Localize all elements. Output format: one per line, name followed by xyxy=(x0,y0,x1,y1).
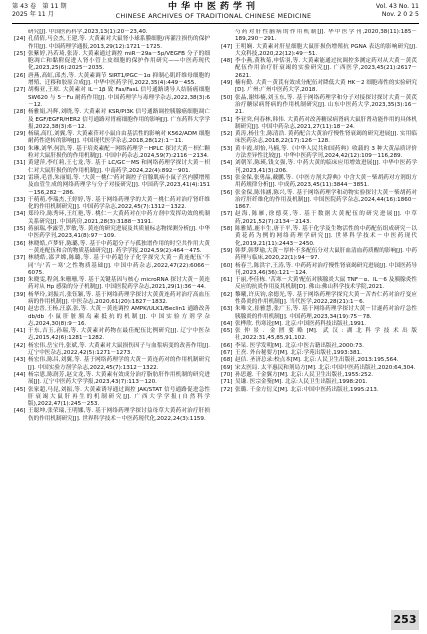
reference-text: 胡梅亚,王琼. 大黄素对 IL－1β 致 Fas/FasL 信号通路诱导人结肠癌细胞 SW620 与 5－Fu 耐药作用[J]. 中国药理学与毒理学杂志,2022,38(3):6－12. xyxy=(28,87,210,108)
reference-number: [45] xyxy=(14,386,26,393)
reference-text: 张金保,陈伟涵,陈兴,等. 基于网络药理学和动物实验探讨大黄－柴胡药对治疗肝纤维化的作用及机制[J]. 中国医院药学杂志,2024,44(16):1860－1867. xyxy=(235,189,417,211)
reference-text: 黄建萍,李红莉,王七龙,等. 基于 LC/GC－MS 和网络药理学探讨大黄－枳仁对大鼠肝损伤的作用机制[J]. 中南药学,2024,22(4):892－901. xyxy=(28,160,210,174)
reference-entry xyxy=(14,175,210,197)
reference-number: [53] xyxy=(221,145,233,152)
reference-number: [39] xyxy=(14,291,26,298)
journal-title-cn: 中华中医药学刊 xyxy=(167,2,259,12)
reference-number: [43] xyxy=(14,357,26,364)
reference-number: [26] xyxy=(14,72,26,79)
reference-text: 陈雅婧,鹿丰生,唐于平,等. 基于化学及生物活性的中药配伍组成研究－以黄花药为例的网络药理学研究[J]. 世界科学技术－中医药现代化,2019,21(11):2443－2450. xyxy=(235,226,417,247)
reference-number: [58] xyxy=(221,226,233,233)
reference-text: 杨瑞,高红,刘翼,等. 大黄素苷对小鼠自由基活性的影响对 K562/ADM 细胞耐药性逆转的影响[J]. 中国现代医学杂志,2018,28(12):1－11. xyxy=(28,131,210,145)
reference-number: [33] xyxy=(14,196,26,203)
reference-entry xyxy=(14,306,210,328)
reference-text: 李小燕,黄秋菊,申恬羽,等. 大黄素能通过抗调控多测定药对从大黄－黄芪配伍作用治疗肝衰竭的实验研究[J]. 广西医学,2023,45(21):2617－2621. xyxy=(235,58,417,79)
reference-number: [29] xyxy=(14,131,26,138)
reference-text: 林晓皓,邵尹嫦,陈璐,等. 基于中药超分子化学探究大黄－黄连配伍'不同'与'苦－寒'之性物质基础[J]. 中国中药杂志,2022,47(22):6066－6075. xyxy=(28,255,210,276)
reference-entry xyxy=(221,365,417,372)
reference-number: [24] xyxy=(14,36,26,43)
reference-entry xyxy=(221,263,417,278)
reference-entry xyxy=(221,211,417,226)
references-right-column xyxy=(221,29,417,625)
reference-entry xyxy=(221,379,417,386)
reference-entry xyxy=(221,248,417,263)
reference-text: 吴谦. 医宗金鉴[M]. 北京:人民卫生出版社,1998:201. xyxy=(235,379,368,386)
reference-text: 张璐. 千金方衍义[M]. 北京:中国中医药出版社,1995:213. xyxy=(235,386,379,393)
reference-number: [62] xyxy=(221,291,233,298)
reference-text: 杨春兰,陈洪宇,王涛,等. 中药药对治疗慢性肾衰竭研究进展[J]. 中国医药导刊,2023,46(36):121－124. xyxy=(235,262,417,276)
reference-entry xyxy=(14,226,210,241)
reference-entry xyxy=(14,197,210,212)
reference-number: [56] xyxy=(221,189,233,196)
reference-entry xyxy=(14,357,210,372)
reference-number: [50] xyxy=(221,94,233,101)
reference-entry xyxy=(14,328,210,343)
reference-text: 王明娴. 大黄素对肝星细胞大鼠肝损伤增殖抗 PGNA 表达的影响研究[J]. 大众科技,2020,22(12):49－51. xyxy=(235,43,417,57)
reference-number: [48] xyxy=(221,58,233,65)
header-rule xyxy=(12,23,419,24)
reference-number: [63] xyxy=(221,306,233,313)
reference-number: [54] xyxy=(221,160,233,167)
reference-number: [71] xyxy=(221,379,233,386)
reference-number: [46] xyxy=(14,408,26,415)
reference-entry xyxy=(221,29,417,44)
reference-entry xyxy=(14,372,210,387)
reference-text: 杨宏伟,岳宝丹,张斌,等. 大黄素对大鼠损伤因子与血浆病变的改善作用[J]. 辽宁中医杂志,2022,42(5):1271－1273. xyxy=(28,342,210,357)
reference-text: 黄涛,杨仕生,陈清浩. 黄药配合大黄治疗慢性肾衰竭的研究进展[J]. 实用临床医药杂志,2018,22(17):126－128. xyxy=(235,131,417,145)
reference-number: [72] xyxy=(221,386,233,393)
journal-title xyxy=(0,2,427,20)
reference-text: 李亚突,何春林,韩伟. 大黄药对改善糖尿病肾病大鼠肝肾功能作用的具体机制研究[J]. 中国中药杂志,2021,27(11):18－24. xyxy=(235,116,417,130)
reference-text: 杨华玲,刘振兴,张钰颖,等. 基于网络药理学探讨大黄黄连药对治疗高血压病的作用机制[J]. 中医杂志,2020,61(20):1827－1832. xyxy=(28,291,210,305)
reference-entry xyxy=(221,306,417,321)
reference-text: 韩梦,韩梦瑜,大黄－厚朴不多配伍分对大鼠肝血清血药质醒的影响[J]. 中药药理与临床,2020,22(1):94－97. xyxy=(235,247,417,262)
reference-entry xyxy=(14,131,210,146)
journal-title-en: CHINESE ARCHIVES OF TRADITIONAL CHINESE MEDICINE xyxy=(115,12,312,20)
reference-entry xyxy=(14,160,210,175)
reference-number: [31] xyxy=(14,160,26,167)
reference-text: 研究[J]. 中国医药科学,2023,13(1):20－23,40. xyxy=(28,29,148,35)
reference-entry xyxy=(14,146,210,161)
reference-number: [28] xyxy=(14,109,26,116)
reference-text: 孔倩倩,马会杰,王建,等. 大黄素对大鼠肾小球系膜细胞/再灌注损伤的保护作用[J]. 中国药理学通报,2013,29(12):1721－1725. xyxy=(28,36,210,50)
issue-date-en: Nov. 2 0 2 5 xyxy=(381,11,419,18)
reference-number: [66] xyxy=(221,342,233,349)
reference-number: [60] xyxy=(221,262,233,269)
reference-number: [67] xyxy=(221,350,233,357)
reference-text: 芍药对肝性脑病的作用机制[J]. 华中医学刊,2020,38(11):185－189,290－291. xyxy=(235,29,417,43)
reference-entry xyxy=(221,357,417,364)
volume-issue: 第 43 卷 第 11 期 xyxy=(12,3,67,10)
reference-number: [40] xyxy=(14,306,26,313)
reference-text: 唐燕,高虹,邱杰,等. 大黄素调节 SIRT1/PGC－1α 抑制心肌纤维母细胞的增殖、迁移和胶原合成[J]. 中华中医药学刊,2022,35(4):449－455. xyxy=(28,72,210,87)
reference-entry xyxy=(14,387,210,409)
reference-number: [52] xyxy=(221,131,233,138)
reference-number: [30] xyxy=(14,145,26,152)
reference-text: 张晶,谢炜楠,刘玉东,等. 基于网络药理学和分子对接探讨探讨大黄－黄芪治疗糖尿病肾病的作用机制研究[J]. 山东中医药大学,2023,35(3):16－21. xyxy=(235,94,417,116)
reference-text: 蒋丽瑞,李露莹,罗敏,等. 黄连的研究进展及其质量标志物探测分析[J]. 中华中医药学刊,2023,41(8):97－109. xyxy=(28,226,210,240)
reference-entry xyxy=(14,255,210,277)
reference-entry xyxy=(221,117,417,132)
reference-number: [55] xyxy=(221,174,233,181)
reference-text: 赵佶. 圣济总录:校点本[M]. 北京:人民卫生出版社,2013:195,564. xyxy=(235,357,399,364)
reference-entry xyxy=(221,80,417,95)
reference-text: 黎曦,许庆钧,余德光,等. 基于网络药理学探究大黄－苦杏仁药对治疗变应性鼻炎的作用机制[J]. 当代医学,2022,28(21):1－6. xyxy=(235,291,417,305)
reference-number: [51] xyxy=(221,116,233,123)
reference-entry xyxy=(14,87,210,109)
reference-entry xyxy=(14,292,210,307)
reference-text: 宋太医局. 太平惠民和剂局方[M]. 北京:中国中医药出版社,2020:64,304. xyxy=(235,364,416,371)
reference-text: 于东,吉玉,孙瑞,等. 大黄素对药物在最佳配伍比例研究[J]. 辽宁中医杂志,2015,42(6):1281－1282. xyxy=(28,328,210,342)
reference-text: 林晓皓,卢梦轩,陈璐,等. 基于中药超分子与孤独谱作用的时空共作用大黄－黄连配伍和合的物质基础研究[J]. 药学学报,2024,59(2):464－475. xyxy=(28,240,210,254)
reference-entry xyxy=(221,175,417,190)
reference-text: 黄丰霞,胡怡,马楠,等.《中华人民共和国药典》收载的 3 种大黄品质评价方法差异性比较[J]. 中华中医药学刊,2024,42(12):109－116,289. xyxy=(235,145,417,160)
reference-entry xyxy=(14,109,210,131)
reference-number: [41] xyxy=(14,328,26,335)
reference-entry xyxy=(221,277,417,292)
reference-number: [36] xyxy=(14,240,26,247)
reference-entry xyxy=(221,292,417,307)
reference-entry xyxy=(14,408,210,423)
reference-number: [35] xyxy=(14,226,26,233)
reference-text: 孙思邈. 千金翼方[M]. 北京:人民卫生出版社,1955:252. xyxy=(235,371,374,378)
reference-entry xyxy=(221,343,417,350)
reference-entry xyxy=(221,328,417,343)
reference-number: [42] xyxy=(14,342,26,349)
reference-entry xyxy=(14,51,210,73)
reference-entry xyxy=(221,226,417,248)
reference-text: 杨雅娟,冯辉,刘晓,等. 大黄素对 KSR/PI3K 信号通路调控胰腺癌细胞凋亡及 EGF/EGFR/HER2 信号通路对胃癌细胞作用的影响[J]. 广东药科大学学报,2022,38(3):6－12. xyxy=(28,109,210,130)
reference-text: 赵忠晋,王杨,汪嘉,张,等. 大黄－黄连调控 AMPK/ULK1/Beclin1 通路改善 db/db 小鼠肝脏胰岛素抵抗的机制[J]. 中国实验方剂学杂志,2024,30(8):9－16. xyxy=(28,306,210,327)
reference-number: [70] xyxy=(221,371,233,378)
reference-entry xyxy=(221,58,417,80)
reference-entry xyxy=(221,160,417,175)
reference-number: [25] xyxy=(14,50,26,57)
reference-number: [61] xyxy=(221,277,233,284)
reference-text: 赵海,陈雁,徐德莫,等. 基于数据大黄配伍的研究进展[J]. 中草药,2021,52(7):2134－2143. xyxy=(235,211,417,225)
reference-text: 王焘. 外台秘要方[M]. 北京:学苑出版社,1993:381. xyxy=(235,350,362,357)
reference-number: [68] xyxy=(221,357,233,364)
reference-text: 张桦欣. 伤寒论[M]. 北京:中国医药科技出版社,1991. xyxy=(235,320,367,327)
reference-number: [38] xyxy=(14,277,26,284)
reference-text: 朱晓雯,程剑,朱珊珊,等. 基于关键基因与核心 microRNA 探讨大黄－黄连药对从 Hp 感染的分子机制[J]. 中国医院药学杂志,2021,29(1):36－44. xyxy=(28,277,210,291)
reference-entry xyxy=(14,73,210,88)
reference-number: [32] xyxy=(14,174,26,181)
reference-text: 杨宗恩,陈润芳,赵文龙,等. 大黄素有效成分治疗脂肪肝作用机制的研究进展[J]. 辽宁中医药大学学报,2023,43(7):113－120. xyxy=(28,371,210,386)
page-header xyxy=(0,0,427,26)
reference-number: [44] xyxy=(14,371,26,378)
reference-number: [64] xyxy=(221,320,233,327)
reference-entry xyxy=(221,387,417,394)
reference-text: 李杲. 医学发明[M]. 北京:中医古籍出版社,2000:73. xyxy=(235,342,364,349)
references-left-column xyxy=(14,29,210,625)
reference-entry xyxy=(14,277,210,292)
volume-issue-en: Vol. 43 No. 11 xyxy=(375,3,419,10)
reference-text: 刘朝军,陈瑛,钱文强,等. 中药大黄的临床应用增效进展[J]. 中华中医药学刊,2023,41(3):206. xyxy=(235,160,417,174)
reference-number: [69] xyxy=(221,364,233,371)
reference-text: 雷瑛,毛晋,朱丽娟,等. '大黄－桃仁'药对调控子宫腺肌病小鼠子宫内膜增殖及血管生成的网络药理学与分子对接研究[J]. 中国药学,2023,41(4):151－156,282－286. xyxy=(28,174,210,196)
reference-number: [37] xyxy=(14,255,26,262)
reference-number: [59] xyxy=(221,247,233,254)
reference-number: [57] xyxy=(221,211,233,218)
reference-text: 朱唯文,崔雅慧,张广玉,等. 基于网络药理学探讨大黄－甘遂药对治疗急性胰腺炎的作用机制[J]. 中国药理,2023,34(19):75－78. xyxy=(235,306,417,320)
reference-text: 郑玲玲,陈秀环,王红艳,等. 桃仁－大黄药对在中药方剂中发挥功效的机制关系研究[J]. 中国药房,2021,28(3):3188－3191. xyxy=(28,211,210,225)
reference-number: [27] xyxy=(14,87,26,94)
issue-info-en xyxy=(376,3,419,19)
reference-text: 朱琳,刘华,何浩,等. 基于培炎素配－网络药理学－HPLC 探讨大黄－枳仁颗粒对大鼠肝损伤的作用机制[J]. 中国中药杂志,2024,59(7):2116－2134. xyxy=(28,145,210,160)
reference-text: 于丽,李佳栋. '苦寒－大黄'配伍对胰腺炎大鼠 TNF－α、IL－6 及胰腺炎性反应的抗炎作用及其机制[D]. 佛山:佛山科学技术学院,2021. xyxy=(235,277,417,291)
reference-entry xyxy=(221,95,417,117)
reference-number: [47] xyxy=(221,43,233,50)
reference-entry xyxy=(221,131,417,146)
reference-text: 楠有勤. 大黄－黄芪有效成分配伍对降低大黄 HK－2 细胞毒性的实验研究[D]. 广州:广州中医药大学,2018. xyxy=(235,80,417,94)
reference-entry xyxy=(221,146,417,161)
reference-number: [49] xyxy=(221,80,233,87)
page-number: 253 xyxy=(391,610,419,630)
reference-entry xyxy=(14,343,210,358)
reference-text: 张金保,张勇晶,戴鹏,等.《中医方剂大辞典》中含大黄－柴胡药对方剂组方用药规律分析[J]. 中成药,2023,45(11):3844－3851. xyxy=(235,174,417,189)
reference-entry xyxy=(221,44,417,59)
reference-entry xyxy=(14,241,210,256)
issue-date: 2025 年 11 月 xyxy=(12,11,54,18)
reference-text: 张仲景. 金匮要略[M]. 武汉:湖北科学技术出版社,2022:31,45,85,91,102. xyxy=(235,328,417,342)
reference-text: 于萌萌,李瑞杰,王婷婷,等. 基于网络药理学的大黄－桃仁药对治疗肾纤维化的作用机制研究[J]. 中国药学杂志,2022,45(7):1312－1322. xyxy=(28,196,210,211)
reference-text: 张家超,马昆,刘振,等. 大黄素诱导通过调控 JAK/STAT 信号通路促进急性肝衰竭大鼠肝再生的机制研究[J]. 广西大学学报(自然科学版),2022,47(1):245－253. xyxy=(28,386,210,408)
reference-entry xyxy=(221,190,417,212)
reference-number: [34] xyxy=(14,211,26,218)
reference-text: 王聪坤,张荣瑞,王明娜,等. 基于网络药理学探讨益母草大黄药对治疗肝损伤的作用机制研究[J]. 世界科学技术－中医药现代化,2022,24(3):1159. xyxy=(28,408,210,422)
reference-entry xyxy=(14,36,210,51)
reference-text: 杨宏伟,陈昌,刘翼,等. 基于网络药理学的大黄－黄连药对的作用机制研究[J]. 中国实验方剂学杂志,2022,45(7):1312－1322. xyxy=(28,357,210,371)
reference-text: 张紫婷,冯若琦,张涛. 大黄素通过调控 miR－29a－5p/VEGFB 分子的细胞凋亡和黏附促进人肾小管上皮细胞的保护作用研究——中医药现代化,2023,25(6):2025－2035. xyxy=(28,50,210,72)
reference-number: [65] xyxy=(221,328,233,335)
reference-entry xyxy=(14,211,210,226)
